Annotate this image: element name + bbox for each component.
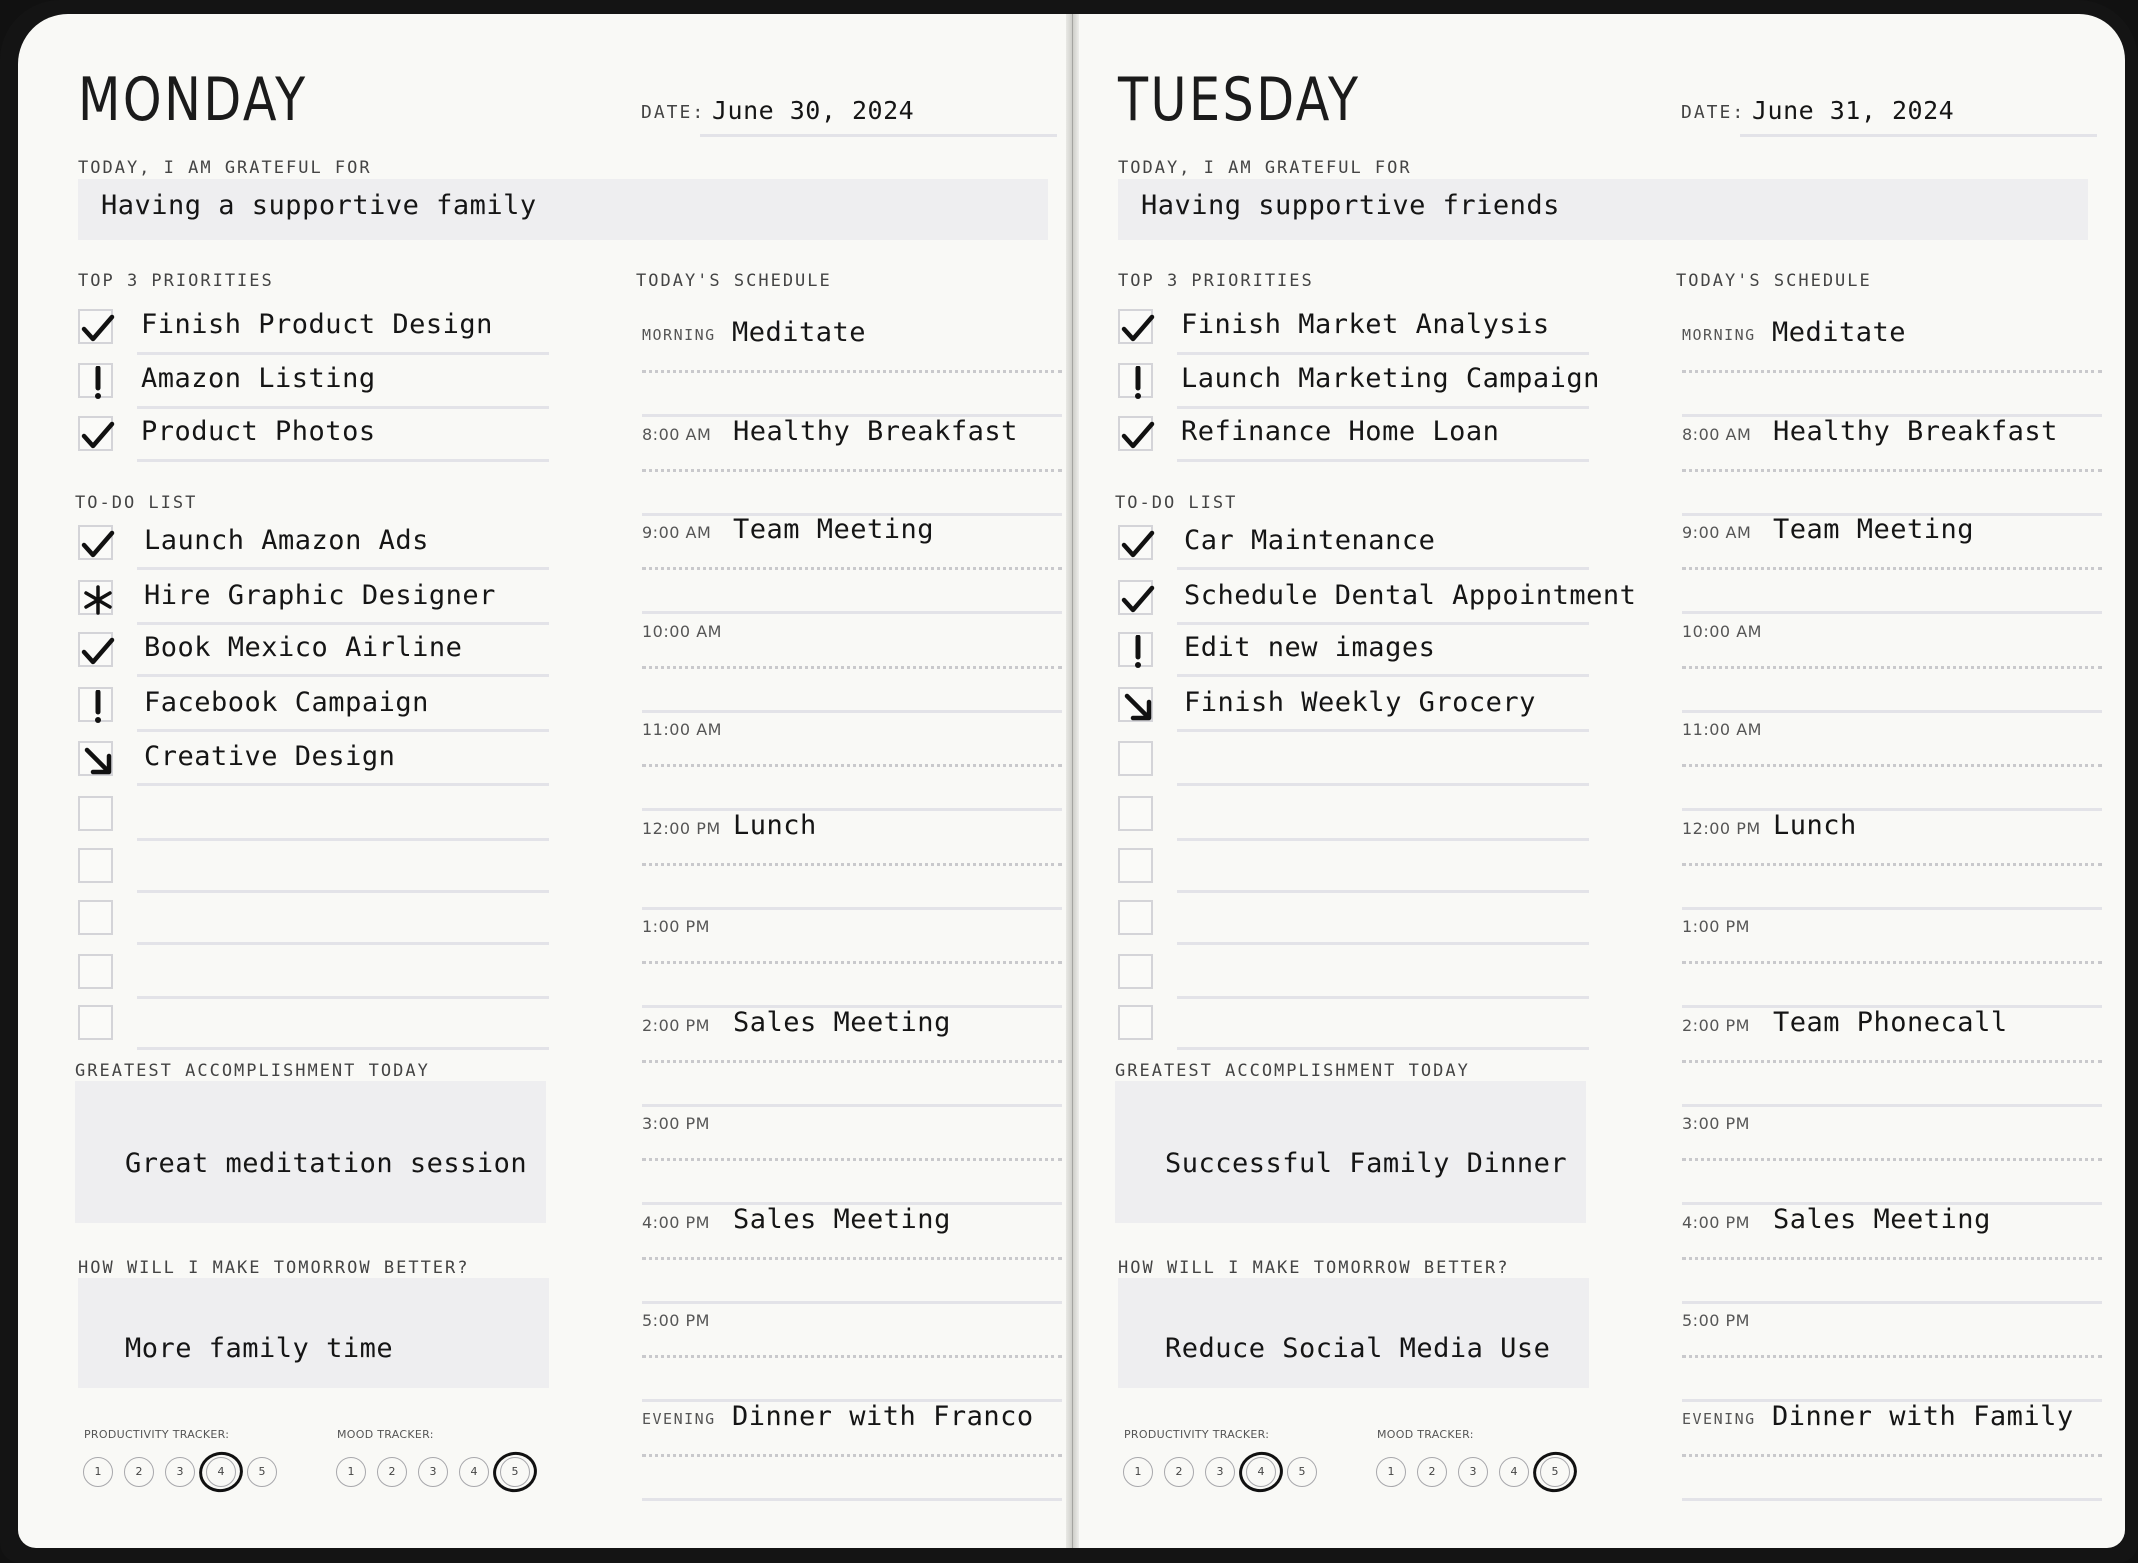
- schedule-entry[interactable]: Team Meeting: [1773, 514, 1975, 545]
- check-icon: [1120, 527, 1155, 562]
- todo-line: [1177, 729, 1589, 732]
- productivity-option[interactable]: 5: [1287, 1457, 1317, 1487]
- schedule-entry[interactable]: Dinner with Family: [1772, 1400, 2074, 1432]
- schedule-line: [642, 808, 1062, 811]
- check-icon: [1120, 582, 1155, 617]
- todo-checkbox[interactable]: [1118, 796, 1153, 831]
- todo-label: TO-DO LIST: [75, 493, 198, 513]
- schedule-time: 3:00 PM: [1682, 1114, 1750, 1133]
- todo-checkbox[interactable]: [78, 954, 113, 989]
- productivity-option[interactable]: 3: [1205, 1457, 1235, 1487]
- grateful-text[interactable]: Having supportive friends: [1141, 190, 1560, 221]
- mood-tracker-label: MOOD TRACKER:: [337, 1428, 434, 1441]
- schedule-dotted-line: [642, 1060, 1062, 1063]
- check-icon: [80, 634, 115, 669]
- mood-option[interactable]: 4: [1499, 1457, 1529, 1487]
- productivity-selected-ring: [1235, 1448, 1286, 1496]
- schedule-dotted-line: [1682, 764, 2102, 767]
- todo-line: [1177, 890, 1589, 893]
- productivity-selected-ring: [195, 1448, 246, 1496]
- schedule-dotted-line: [1682, 370, 2102, 373]
- schedule-dotted-line: [642, 1454, 1062, 1457]
- priority-checkbox[interactable]: [1118, 309, 1153, 344]
- schedule-time: 9:00 AM: [1682, 523, 1752, 542]
- tomorrow-label: HOW WILL I MAKE TOMORROW BETTER?: [78, 1258, 470, 1278]
- schedule-dotted-line: [642, 1158, 1062, 1161]
- schedule-dotted-line: [1682, 469, 2102, 472]
- todo-text[interactable]: Edit new images: [1184, 632, 1436, 663]
- schedule-dotted-line: [1682, 1355, 2102, 1358]
- todo-text[interactable]: Finish Weekly Grocery: [1184, 687, 1536, 718]
- priorities-label: TOP 3 PRIORITIES: [78, 271, 274, 291]
- schedule-dotted-line: [642, 1355, 1062, 1358]
- schedule-entry[interactable]: Team Meeting: [733, 514, 935, 545]
- schedule-line: [1682, 808, 2102, 811]
- date-label: DATE:: [1681, 102, 1746, 123]
- todo-checkbox[interactable]: [1118, 632, 1153, 667]
- todo-line: [137, 838, 549, 841]
- todo-line: [137, 674, 549, 677]
- todo-line: [1177, 1047, 1589, 1050]
- schedule-dotted-line: [642, 666, 1062, 669]
- todo-checkbox[interactable]: [78, 580, 113, 615]
- schedule-dotted-line: [642, 961, 1062, 964]
- monday-page: [18, 14, 1068, 1548]
- schedule-entry[interactable]: Healthy Breakfast: [1773, 415, 2058, 447]
- schedule-dotted-line: [1682, 666, 2102, 669]
- schedule-line: [1682, 907, 2102, 910]
- todo-text[interactable]: Book Mexico Airline: [144, 632, 463, 663]
- priority-checkbox[interactable]: [78, 416, 113, 451]
- check-icon: [80, 418, 115, 453]
- productivity-option[interactable]: 1: [1123, 1457, 1153, 1487]
- mood-option[interactable]: 1: [1376, 1457, 1406, 1487]
- schedule-line: [642, 907, 1062, 910]
- schedule-dotted-line: [1682, 1060, 2102, 1063]
- check-icon: [80, 527, 115, 562]
- todo-checkbox[interactable]: [1118, 848, 1153, 883]
- productivity-option[interactable]: 1: [83, 1457, 113, 1487]
- todo-checkbox[interactable]: [78, 741, 113, 776]
- schedule-time: 8:00 AM: [642, 424, 712, 444]
- schedule-time: 4:00 PM: [642, 1212, 710, 1232]
- priority-checkbox[interactable]: [78, 363, 113, 398]
- productivity-option[interactable]: 5: [247, 1457, 277, 1487]
- todo-checkbox[interactable]: [78, 632, 113, 667]
- mood-option[interactable]: 5: [500, 1457, 530, 1487]
- exclamation-icon: [1120, 365, 1155, 400]
- priority-line: [1177, 459, 1589, 462]
- schedule-time: 10:00 AM: [642, 621, 722, 641]
- schedule-dotted-line: [642, 863, 1062, 866]
- date-line: [700, 134, 1057, 137]
- todo-checkbox[interactable]: [78, 525, 113, 560]
- todo-checkbox[interactable]: [1118, 580, 1153, 615]
- todo-line: [137, 942, 549, 945]
- schedule-entry[interactable]: Dinner with Franco: [732, 1400, 1034, 1432]
- productivity-tracker-label: PRODUCTIVITY TRACKER:: [1124, 1428, 1270, 1441]
- productivity-tracker-label: PRODUCTIVITY TRACKER:: [84, 1428, 230, 1441]
- todo-text[interactable]: Launch Amazon Ads: [144, 525, 429, 556]
- todo-checkbox[interactable]: [1118, 525, 1153, 560]
- schedule-dotted-line: [642, 370, 1062, 373]
- grateful-label: TODAY, I AM GRATEFUL FOR: [1118, 158, 1412, 178]
- mood-option[interactable]: 5: [1540, 1457, 1570, 1487]
- priority-text[interactable]: Product Photos: [141, 416, 376, 447]
- arrow-icon: [1120, 689, 1155, 724]
- todo-checkbox[interactable]: [1118, 900, 1153, 935]
- todo-line: [137, 890, 549, 893]
- todo-line: [137, 622, 549, 625]
- schedule-dotted-line: [642, 1257, 1062, 1260]
- arrow-icon: [80, 743, 115, 778]
- schedule-dotted-line: [1682, 1158, 2102, 1161]
- todo-text[interactable]: Hire Graphic Designer: [144, 580, 496, 611]
- schedule-line: [642, 1104, 1062, 1107]
- todo-checkbox[interactable]: [1118, 1005, 1153, 1040]
- todo-line: [137, 729, 549, 732]
- priority-checkbox[interactable]: [78, 309, 113, 344]
- schedule-dotted-line: [1682, 1257, 2102, 1260]
- schedule-line: [642, 1498, 1062, 1501]
- mood-option[interactable]: 3: [418, 1457, 448, 1487]
- schedule-dotted-line: [1682, 961, 2102, 964]
- priority-line: [1177, 406, 1589, 409]
- schedule-time: MORNING: [642, 326, 716, 344]
- todo-line: [1177, 674, 1589, 677]
- todo-checkbox[interactable]: [78, 687, 113, 722]
- todo-line: [137, 996, 549, 999]
- mood-selected-ring: [1529, 1448, 1580, 1496]
- priority-text[interactable]: Amazon Listing: [141, 363, 376, 394]
- exclamation-icon: [80, 689, 115, 724]
- schedule-label: TODAY'S SCHEDULE: [1676, 271, 1872, 291]
- todo-label: TO-DO LIST: [1115, 493, 1238, 513]
- book-spine: [1066, 14, 1079, 1548]
- schedule-entry[interactable]: Team Phonecall: [1773, 1006, 2008, 1038]
- date-label: DATE:: [641, 102, 706, 123]
- grateful-text[interactable]: Having a supportive family: [101, 190, 537, 221]
- schedule-line: [1682, 611, 2102, 614]
- todo-checkbox[interactable]: [78, 848, 113, 883]
- schedule-time: EVENING: [642, 1409, 716, 1428]
- schedule-dotted-line: [642, 469, 1062, 472]
- schedule-time: 12:00 PM: [1682, 818, 1761, 838]
- priority-text[interactable]: Refinance Home Loan: [1181, 416, 1500, 447]
- schedule-time: EVENING: [1682, 1409, 1756, 1428]
- tomorrow-label: HOW WILL I MAKE TOMORROW BETTER?: [1118, 1258, 1510, 1278]
- schedule-label: TODAY'S SCHEDULE: [636, 271, 832, 291]
- check-icon: [80, 311, 115, 346]
- schedule-time: 2:00 PM: [642, 1015, 710, 1035]
- todo-line: [1177, 838, 1589, 841]
- schedule-line: [1682, 1498, 2102, 1501]
- schedule-time: 2:00 PM: [1682, 1015, 1750, 1035]
- accomplishment-label: GREATEST ACCOMPLISHMENT TODAY: [1115, 1061, 1470, 1081]
- priority-line: [137, 459, 549, 462]
- asterisk-icon: [80, 582, 115, 617]
- schedule-line: [1682, 710, 2102, 713]
- priority-checkbox[interactable]: [1118, 363, 1153, 398]
- schedule-time: 1:00 PM: [642, 917, 710, 936]
- todo-line: [1177, 783, 1589, 786]
- schedule-dotted-line: [1682, 567, 2102, 570]
- priority-text[interactable]: Finish Product Design: [141, 309, 493, 340]
- mood-option[interactable]: 1: [336, 1457, 366, 1487]
- schedule-entry[interactable]: Sales Meeting: [1773, 1203, 1991, 1235]
- todo-line: [1177, 942, 1589, 945]
- schedule-time: 1:00 PM: [1682, 917, 1750, 936]
- todo-text[interactable]: Car Maintenance: [1184, 525, 1436, 556]
- schedule-dotted-line: [642, 764, 1062, 767]
- mood-option[interactable]: 4: [459, 1457, 489, 1487]
- todo-text[interactable]: Schedule Dental Appointment: [1184, 580, 1637, 611]
- productivity-option[interactable]: 2: [1164, 1457, 1194, 1487]
- schedule-time: 12:00 PM: [642, 818, 721, 838]
- exclamation-icon: [80, 365, 115, 400]
- grateful-label: TODAY, I AM GRATEFUL FOR: [78, 158, 372, 178]
- schedule-entry[interactable]: Meditate: [732, 317, 867, 348]
- check-icon: [1120, 311, 1155, 346]
- accomplishment-label: GREATEST ACCOMPLISHMENT TODAY: [75, 1061, 430, 1081]
- todo-checkbox[interactable]: [78, 1005, 113, 1040]
- priorities-label: TOP 3 PRIORITIES: [1118, 271, 1314, 291]
- todo-line: [1177, 622, 1589, 625]
- schedule-line: [642, 611, 1062, 614]
- schedule-line: [1682, 1301, 2102, 1304]
- schedule-time: 9:00 AM: [642, 523, 712, 542]
- schedule-time: 3:00 PM: [642, 1114, 710, 1133]
- schedule-entry[interactable]: Sales Meeting: [733, 1203, 951, 1235]
- priority-text[interactable]: Finish Market Analysis: [1181, 309, 1550, 340]
- priority-checkbox[interactable]: [1118, 416, 1153, 451]
- schedule-time: MORNING: [1682, 326, 1756, 344]
- productivity-option[interactable]: 3: [165, 1457, 195, 1487]
- date-value[interactable]: June 31, 2024: [1752, 96, 1955, 125]
- schedule-time: 4:00 PM: [1682, 1212, 1750, 1232]
- productivity-option[interactable]: 4: [1246, 1457, 1276, 1487]
- schedule-entry[interactable]: Lunch: [1773, 809, 1857, 841]
- schedule-dotted-line: [1682, 863, 2102, 866]
- schedule-dotted-line: [1682, 1454, 2102, 1457]
- todo-line: [137, 1047, 549, 1050]
- mood-selected-ring: [489, 1448, 540, 1496]
- todo-checkbox[interactable]: [78, 900, 113, 935]
- schedule-line: [642, 710, 1062, 713]
- todo-checkbox[interactable]: [1118, 687, 1153, 722]
- date-value[interactable]: June 30, 2024: [712, 96, 915, 125]
- mood-option[interactable]: 2: [1417, 1457, 1447, 1487]
- day-title: TUESDAY: [1118, 65, 1361, 135]
- schedule-entry[interactable]: Sales Meeting: [733, 1006, 951, 1038]
- mood-option[interactable]: 3: [1458, 1457, 1488, 1487]
- todo-checkbox[interactable]: [1118, 954, 1153, 989]
- productivity-option[interactable]: 4: [206, 1457, 236, 1487]
- tomorrow-text[interactable]: More family time: [125, 1333, 394, 1364]
- schedule-entry[interactable]: Healthy Breakfast: [733, 415, 1018, 447]
- schedule-time: 8:00 AM: [1682, 424, 1752, 444]
- todo-text[interactable]: Creative Design: [144, 741, 396, 772]
- todo-line: [137, 567, 549, 570]
- priority-text[interactable]: Launch Marketing Campaign: [1181, 363, 1600, 394]
- todo-checkbox[interactable]: [1118, 741, 1153, 776]
- todo-checkbox[interactable]: [78, 796, 113, 831]
- todo-line: [137, 783, 549, 786]
- schedule-time: 5:00 PM: [642, 1311, 710, 1330]
- productivity-option[interactable]: 2: [124, 1457, 154, 1487]
- schedule-dotted-line: [642, 567, 1062, 570]
- check-icon: [1120, 418, 1155, 453]
- mood-option[interactable]: 2: [377, 1457, 407, 1487]
- schedule-entry[interactable]: Meditate: [1772, 317, 1907, 348]
- schedule-line: [1682, 1104, 2102, 1107]
- todo-text[interactable]: Facebook Campaign: [144, 687, 429, 718]
- exclamation-icon: [1120, 634, 1155, 669]
- accomplishment-text[interactable]: Successful Family Dinner: [1165, 1148, 1568, 1179]
- priority-line: [137, 352, 549, 355]
- tomorrow-text[interactable]: Reduce Social Media Use: [1165, 1333, 1551, 1364]
- schedule-time: 5:00 PM: [1682, 1311, 1750, 1330]
- schedule-line: [642, 1301, 1062, 1304]
- day-title: MONDAY: [78, 65, 308, 135]
- schedule-time: 11:00 AM: [1682, 720, 1762, 739]
- schedule-time: 10:00 AM: [1682, 621, 1762, 641]
- priority-line: [137, 406, 549, 409]
- todo-line: [1177, 996, 1589, 999]
- todo-line: [1177, 567, 1589, 570]
- date-line: [1740, 134, 2097, 137]
- tuesday-page: [1077, 14, 2125, 1548]
- mood-tracker-label: MOOD TRACKER:: [1377, 1428, 1474, 1441]
- schedule-time: 11:00 AM: [642, 720, 722, 739]
- accomplishment-text[interactable]: Great meditation session: [125, 1148, 528, 1179]
- schedule-entry[interactable]: Lunch: [733, 809, 817, 841]
- priority-line: [1177, 352, 1589, 355]
